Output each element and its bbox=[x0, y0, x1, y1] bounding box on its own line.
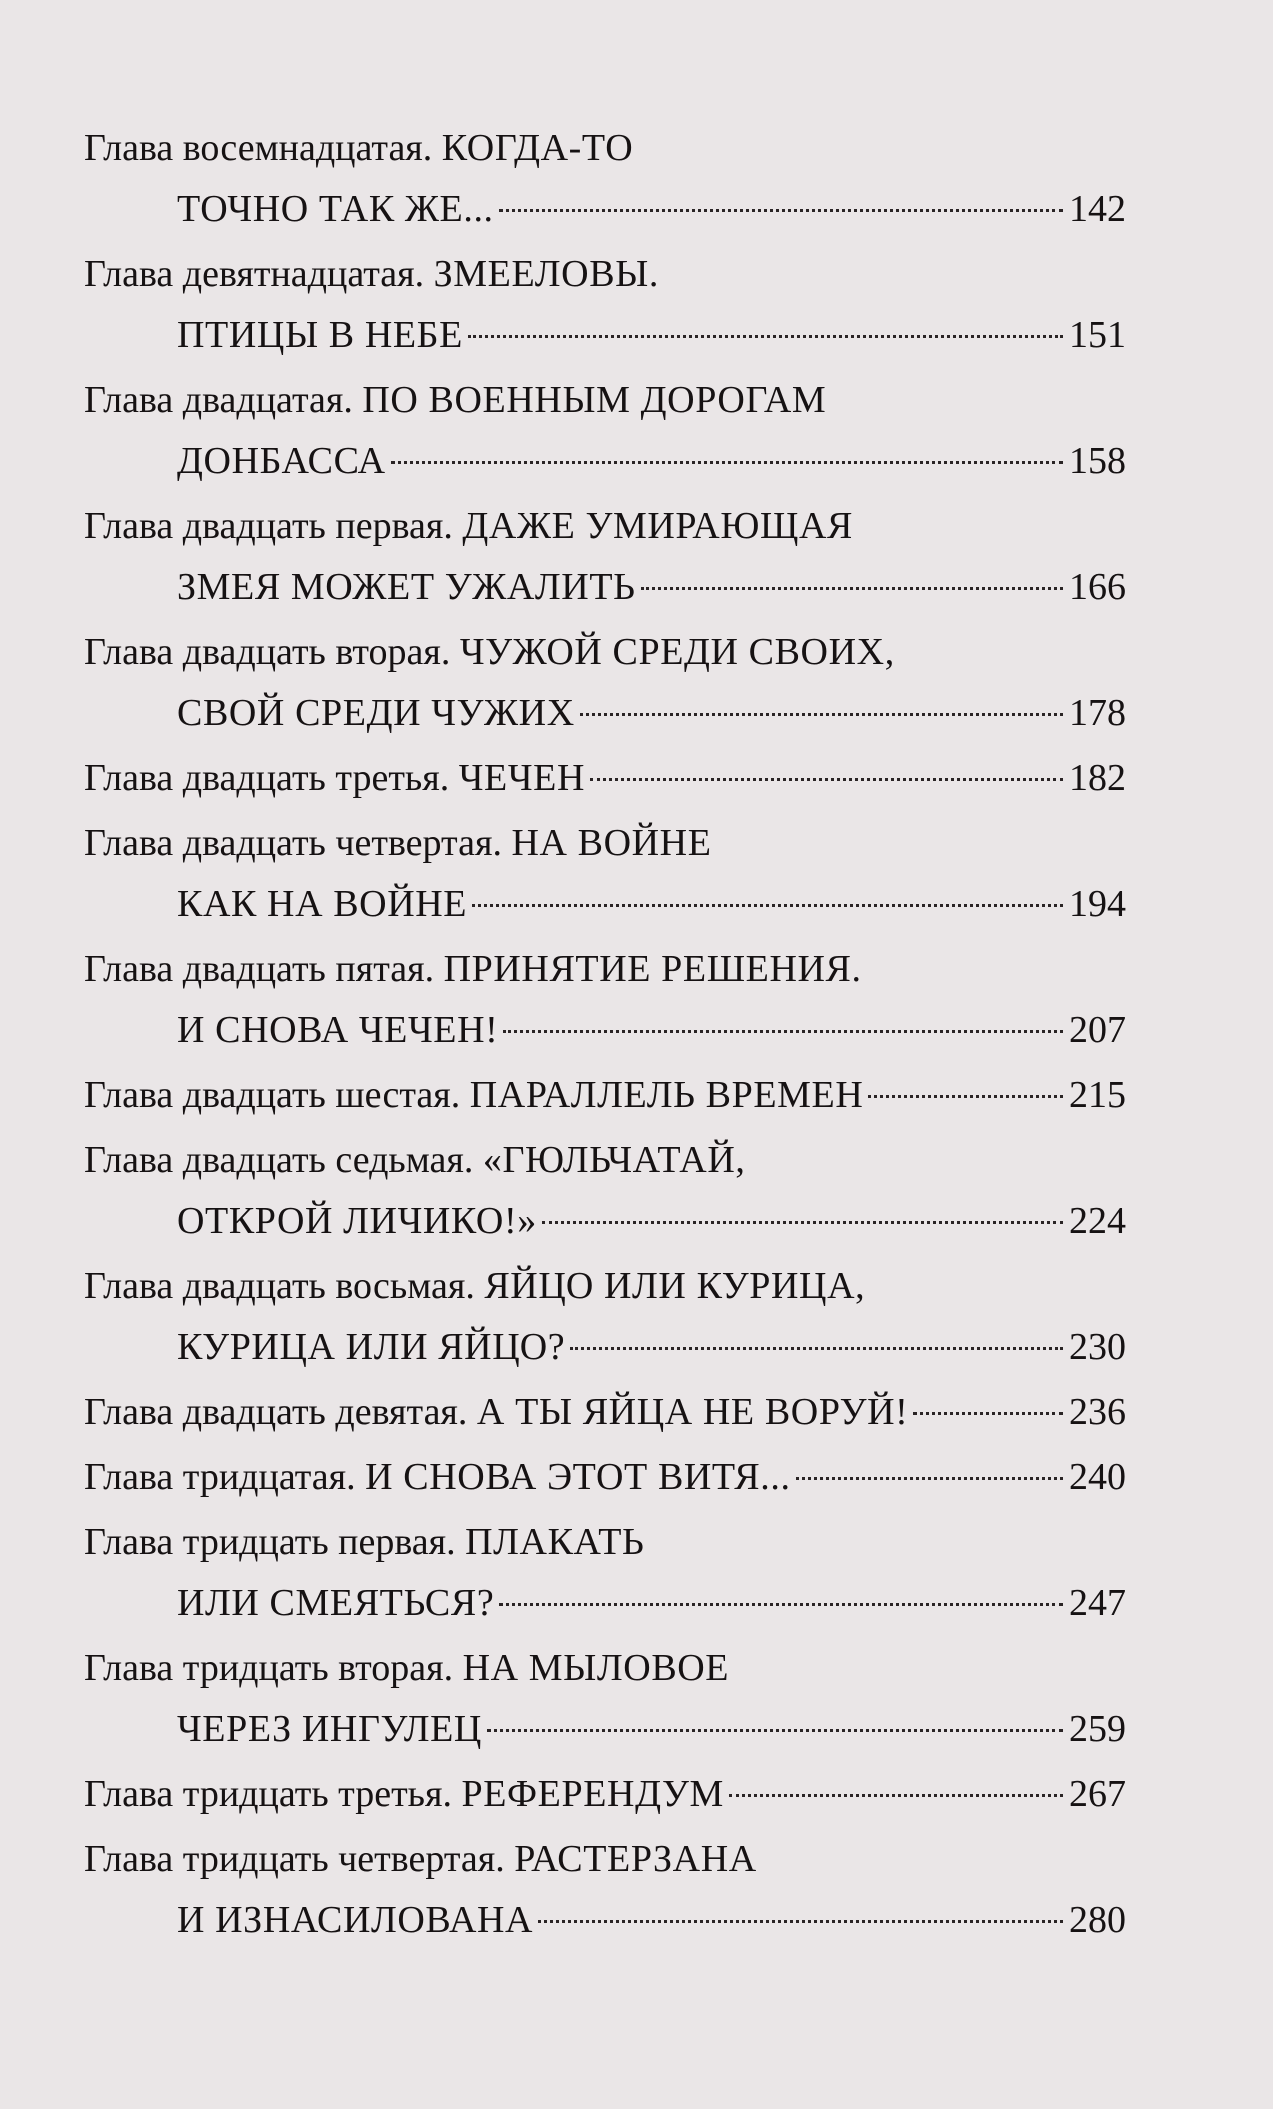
toc-title-line bbox=[84, 683, 1126, 744]
chapter-prefix: Глава тридцать третья. bbox=[84, 1773, 452, 1815]
chapter-prefix: Глава двадцать первая. bbox=[84, 505, 453, 547]
toc-title-line bbox=[84, 431, 1126, 492]
chapter-title-continuation: КУРИЦА ИЛИ ЯЙЦО? bbox=[177, 1326, 566, 1368]
toc-heading-line bbox=[84, 622, 1126, 683]
toc-title-line bbox=[84, 1573, 1126, 1634]
toc-title-line bbox=[84, 557, 1126, 618]
dot-leader bbox=[913, 1412, 1063, 1415]
toc-entry bbox=[84, 622, 1126, 744]
toc-heading-line bbox=[84, 813, 1126, 874]
chapter-prefix: Глава тридцать первая. bbox=[84, 1521, 456, 1563]
toc-heading-line bbox=[84, 1638, 1126, 1699]
toc-single-line bbox=[84, 1065, 1126, 1126]
page-number: 236 bbox=[1069, 1391, 1126, 1433]
chapter-title: ПАРАЛЛЕЛЬ ВРЕМЕН bbox=[469, 1074, 864, 1116]
page-number: 178 bbox=[1069, 692, 1126, 734]
chapter-title: КОГДА-ТО bbox=[441, 127, 634, 169]
chapter-title: ЗМЕЕЛОВЫ. bbox=[433, 253, 660, 295]
toc-heading-line bbox=[84, 118, 1126, 179]
chapter-title: РЕФЕРЕНДУМ bbox=[461, 1773, 724, 1815]
toc-title-line bbox=[84, 1890, 1126, 1951]
toc-entry bbox=[84, 748, 1126, 809]
dot-leader bbox=[468, 335, 1063, 338]
toc-heading-line bbox=[84, 370, 1126, 431]
toc-heading-line bbox=[84, 1512, 1126, 1573]
chapter-prefix: Глава тридцатая. bbox=[84, 1456, 356, 1498]
chapter-title-continuation: И ИЗНАСИЛОВАНА bbox=[177, 1899, 534, 1941]
chapter-title-continuation: ЗМЕЯ МОЖЕТ УЖАЛИТЬ bbox=[177, 566, 636, 608]
toc-entry bbox=[84, 1829, 1126, 1951]
dot-leader bbox=[590, 778, 1063, 781]
page-number: 247 bbox=[1069, 1582, 1126, 1624]
toc-heading-line bbox=[84, 1256, 1126, 1317]
toc-title-line bbox=[84, 874, 1126, 935]
toc-title-line bbox=[84, 1699, 1126, 1760]
chapter-prefix: Глава двадцать вторая. bbox=[84, 631, 451, 673]
dot-leader bbox=[499, 1603, 1063, 1606]
chapter-prefix: Глава тридцать вторая. bbox=[84, 1647, 454, 1689]
toc-title-line bbox=[84, 179, 1126, 240]
chapter-prefix: Глава тридцать четвертая. bbox=[84, 1838, 505, 1880]
dot-leader bbox=[499, 209, 1063, 212]
table-of-contents bbox=[84, 118, 1126, 1951]
chapter-title-continuation: ОТКРОЙ ЛИЧИКО!» bbox=[177, 1200, 537, 1242]
chapter-title: ПЛАКАТЬ bbox=[465, 1521, 645, 1563]
toc-entry bbox=[84, 1065, 1126, 1126]
dot-leader bbox=[796, 1477, 1063, 1480]
page-number: 215 bbox=[1069, 1074, 1126, 1116]
chapter-title: РАСТЕРЗАНА bbox=[514, 1838, 757, 1880]
chapter-title: ПРИНЯТИЕ РЕШЕНИЯ. bbox=[443, 948, 862, 990]
dot-leader bbox=[391, 461, 1063, 464]
toc-entry bbox=[84, 370, 1126, 492]
chapter-prefix: Глава двадцать четвертая. bbox=[84, 822, 502, 864]
toc-entry bbox=[84, 1764, 1126, 1825]
toc-heading-line bbox=[84, 1829, 1126, 1890]
page-number: 151 bbox=[1069, 314, 1126, 356]
toc-heading-line bbox=[84, 496, 1126, 557]
chapter-title-continuation: ДОНБАССА bbox=[177, 440, 386, 482]
toc-entry bbox=[84, 496, 1126, 618]
page-number: 259 bbox=[1069, 1708, 1126, 1750]
page-number: 158 bbox=[1069, 440, 1126, 482]
toc-heading-line bbox=[84, 939, 1126, 1000]
toc-heading-line bbox=[84, 1130, 1126, 1191]
dot-leader bbox=[538, 1920, 1063, 1923]
chapter-title: ПО ВОЕННЫМ ДОРОГАМ bbox=[362, 379, 827, 421]
dot-leader bbox=[729, 1794, 1063, 1797]
chapter-prefix: Глава двадцать шестая. bbox=[84, 1074, 461, 1116]
toc-title-line bbox=[84, 1317, 1126, 1378]
toc-entry bbox=[84, 1512, 1126, 1634]
toc-single-line bbox=[84, 1382, 1126, 1443]
toc-title-line bbox=[84, 1000, 1126, 1061]
page-number: 166 bbox=[1069, 566, 1126, 608]
toc-entry bbox=[84, 244, 1126, 366]
chapter-prefix: Глава двадцать седьмая. bbox=[84, 1139, 474, 1181]
page-number: 280 bbox=[1069, 1899, 1126, 1941]
chapter-prefix: Глава двадцатая. bbox=[84, 379, 353, 421]
chapter-title: И СНОВА ЭТОТ ВИТЯ... bbox=[365, 1456, 791, 1498]
dot-leader bbox=[641, 587, 1063, 590]
chapter-title-continuation: КАК НА ВОЙНЕ bbox=[177, 883, 468, 925]
chapter-title-continuation: ТОЧНО ТАК ЖЕ... bbox=[177, 188, 494, 230]
toc-entry bbox=[84, 813, 1126, 935]
toc-title-line bbox=[84, 1191, 1126, 1252]
toc-entry bbox=[84, 1256, 1126, 1378]
dot-leader bbox=[868, 1095, 1063, 1098]
toc-single-line bbox=[84, 1764, 1126, 1825]
chapter-prefix: Глава двадцать восьмая. bbox=[84, 1265, 475, 1307]
chapter-title-continuation: СВОЙ СРЕДИ ЧУЖИХ bbox=[177, 692, 575, 734]
chapter-prefix: Глава восемнадцатая. bbox=[84, 127, 433, 169]
toc-entry bbox=[84, 1638, 1126, 1760]
chapter-prefix: Глава двадцать девятая. bbox=[84, 1391, 468, 1433]
page-number: 224 bbox=[1069, 1200, 1126, 1242]
chapter-title: ДАЖЕ УМИРАЮЩАЯ bbox=[462, 505, 853, 547]
page-number: 240 bbox=[1069, 1456, 1126, 1498]
chapter-title: ЯЙЦО ИЛИ КУРИЦА, bbox=[484, 1265, 866, 1307]
chapter-prefix: Глава двадцать пятая. bbox=[84, 948, 435, 990]
chapter-prefix: Глава двадцать третья. bbox=[84, 757, 450, 799]
chapter-title: А ТЫ ЯЙЦА НЕ ВОРУЙ! bbox=[476, 1391, 909, 1433]
toc-entry bbox=[84, 118, 1126, 240]
toc-single-line bbox=[84, 1447, 1126, 1508]
page-number: 207 bbox=[1069, 1009, 1126, 1051]
page-number: 194 bbox=[1069, 883, 1126, 925]
chapter-title-continuation: ПТИЦЫ В НЕБЕ bbox=[177, 314, 463, 356]
chapter-prefix: Глава девятнадцатая. bbox=[84, 253, 425, 295]
toc-heading-line bbox=[84, 244, 1126, 305]
chapter-title-continuation: ИЛИ СМЕЯТЬСЯ? bbox=[177, 1582, 495, 1624]
dot-leader bbox=[570, 1347, 1063, 1350]
page-number: 230 bbox=[1069, 1326, 1126, 1368]
toc-entry bbox=[84, 1447, 1126, 1508]
dot-leader bbox=[472, 904, 1063, 907]
dot-leader bbox=[542, 1221, 1063, 1224]
chapter-title: НА МЫЛОВОЕ bbox=[462, 1647, 730, 1689]
chapter-title-continuation: ЧЕРЕЗ ИНГУЛЕЦ bbox=[177, 1708, 482, 1750]
chapter-title: ЧУЖОЙ СРЕДИ СВОИХ, bbox=[459, 631, 895, 673]
page-number: 142 bbox=[1069, 188, 1126, 230]
dot-leader bbox=[487, 1729, 1063, 1732]
toc-single-line bbox=[84, 748, 1126, 809]
chapter-title-continuation: И СНОВА ЧЕЧЕН! bbox=[177, 1009, 499, 1051]
toc-entry bbox=[84, 1382, 1126, 1443]
dot-leader bbox=[580, 713, 1063, 716]
toc-entry bbox=[84, 939, 1126, 1061]
chapter-title: ЧЕЧЕН bbox=[458, 757, 585, 799]
chapter-title: «ГЮЛЬЧАТАЙ, bbox=[482, 1139, 746, 1181]
chapter-title: НА ВОЙНЕ bbox=[511, 822, 712, 864]
toc-title-line bbox=[84, 305, 1126, 366]
toc-entry bbox=[84, 1130, 1126, 1252]
page-number: 267 bbox=[1069, 1773, 1126, 1815]
dot-leader bbox=[503, 1030, 1063, 1033]
page-number: 182 bbox=[1069, 757, 1126, 799]
